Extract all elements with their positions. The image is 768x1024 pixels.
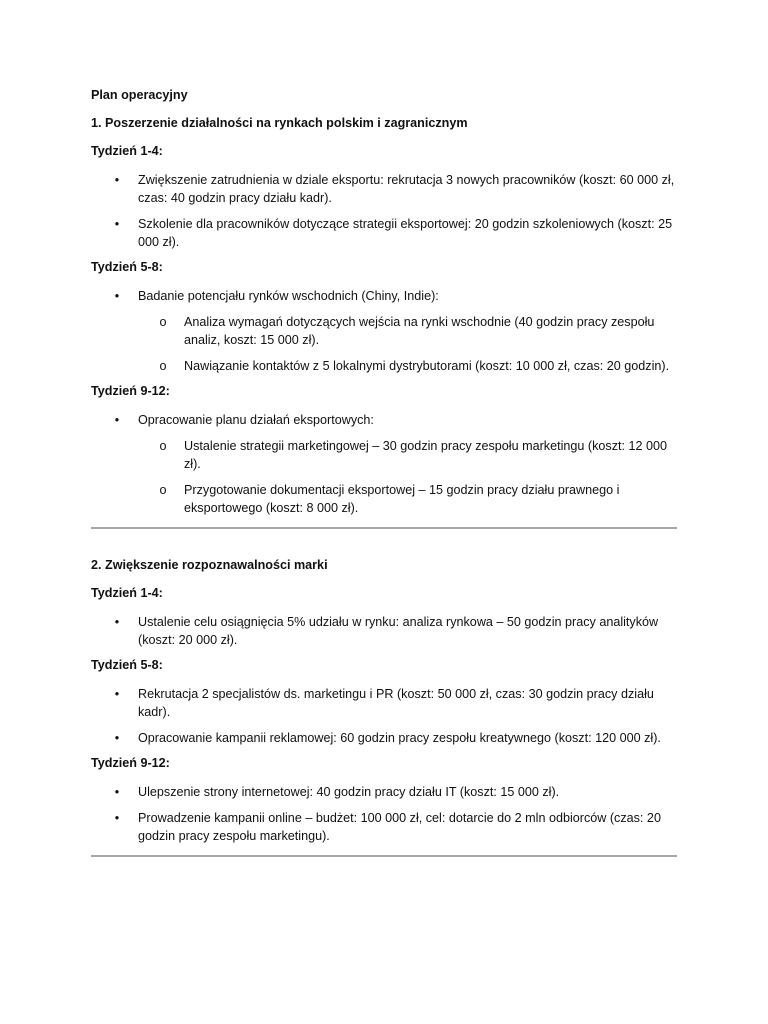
bullet-list [91,287,677,375]
list-item-text: Szkolenie dla pracowników dotyczące strategii eksportowej: 20 godzin szkoleniowych (koszt: 25 000 zł). [138,217,673,249]
sub-list [91,313,677,375]
bullet-list [91,783,677,845]
week-label: Tydzień 9-12: [91,756,170,770]
list-item [91,215,677,251]
sub-list [91,437,677,517]
list-item [91,287,677,375]
list-item-text: Badanie potencjału rynków wschodnich (Chiny, Indie): [138,289,439,303]
list-item-text: Opracowanie planu działań eksportowych: [138,413,374,427]
bullet-icon: • [114,687,120,701]
sub-list-item [91,313,677,349]
bullet-list [91,171,677,251]
section-divider [91,855,677,857]
list-item [91,613,677,649]
bullet-icon: • [114,615,120,629]
week-label: Tydzień 5-8: [91,260,163,274]
circle-bullet-icon: o [159,359,167,373]
list-item-text: Zwiększenie zatrudnienia w dziale eksportu: rekrutacja 3 nowych pracowników (koszt: 60 000 zł, czas: 40 godzin pracy działu kadr). [138,173,675,205]
week-label: Tydzień 9-12: [91,384,170,398]
sub-list-item [91,437,677,473]
bullet-icon: • [114,173,120,187]
sub-list-item-text: Analiza wymagań dotyczących wejścia na rynki wschodnie (40 godzin pracy zespołu analiz, koszt: 15 000 zł). [184,315,655,347]
list-item-text: Prowadzenie kampanii online – budżet: 100 000 zł, cel: dotarcie do 2 mln odbiorców (czas: 20 godzin pracy zespołu marketingu). [138,811,661,843]
bullet-icon: • [114,289,120,303]
document-page [91,87,677,885]
bullet-list [91,685,677,747]
list-item [91,809,677,845]
bullet-icon: • [114,785,120,799]
week-label: Tydzień 1-4: [91,144,163,158]
bullet-icon: • [114,413,120,427]
section-divider [91,527,677,529]
section [91,115,677,529]
bullet-icon: • [114,811,120,825]
circle-bullet-icon: o [159,483,167,497]
list-item [91,685,677,721]
sub-list-item-text: Ustalenie strategii marketingowej – 30 godzin pracy zespołu marketingu (koszt: 12 000 zł). [184,439,668,471]
section-heading: 1. Poszerzenie działalności na rynkach polskim i zagranicznym [91,116,468,130]
sub-list-item-text: Przygotowanie dokumentacji eksportowej – 15 godzin pracy działu prawnego i eksportowego (koszt: 8 000 zł). [184,483,620,515]
list-item [91,783,677,801]
bullet-icon: • [114,731,120,745]
sub-list-item [91,357,677,375]
bullet-list [91,411,677,517]
list-item-text: Opracowanie kampanii reklamowej: 60 godzin pracy zespołu kreatywnego (koszt: 120 000 zł). [138,731,661,745]
bullet-icon: • [114,217,120,231]
list-item-text: Rekrutacja 2 specjalistów ds. marketingu i PR (koszt: 50 000 zł, czas: 30 godzin pracy działu kadr). [138,687,654,719]
section [91,557,677,857]
section-heading: 2. Zwiększenie rozpoznawalności marki [91,558,328,572]
document-body [91,115,677,857]
week-label: Tydzień 5-8: [91,658,163,672]
bullet-list [91,613,677,649]
list-item [91,171,677,207]
week-label: Tydzień 1-4: [91,586,163,600]
circle-bullet-icon: o [159,315,167,329]
sub-list-item-text: Nawiązanie kontaktów z 5 lokalnymi dystrybutorami (koszt: 10 000 zł, czas: 20 godzin). [184,359,670,373]
list-item-text: Ustalenie celu osiągnięcia 5% udziału w rynku: analiza rynkowa – 50 godzin pracy analityków (koszt: 20 000 zł). [138,615,659,647]
sub-list-item [91,481,677,517]
circle-bullet-icon: o [159,439,167,453]
list-item [91,729,677,747]
document-title: Plan operacyjny [91,88,188,102]
list-item-text: Ulepszenie strony internetowej: 40 godzin pracy działu IT (koszt: 15 000 zł). [138,785,560,799]
list-item [91,411,677,517]
